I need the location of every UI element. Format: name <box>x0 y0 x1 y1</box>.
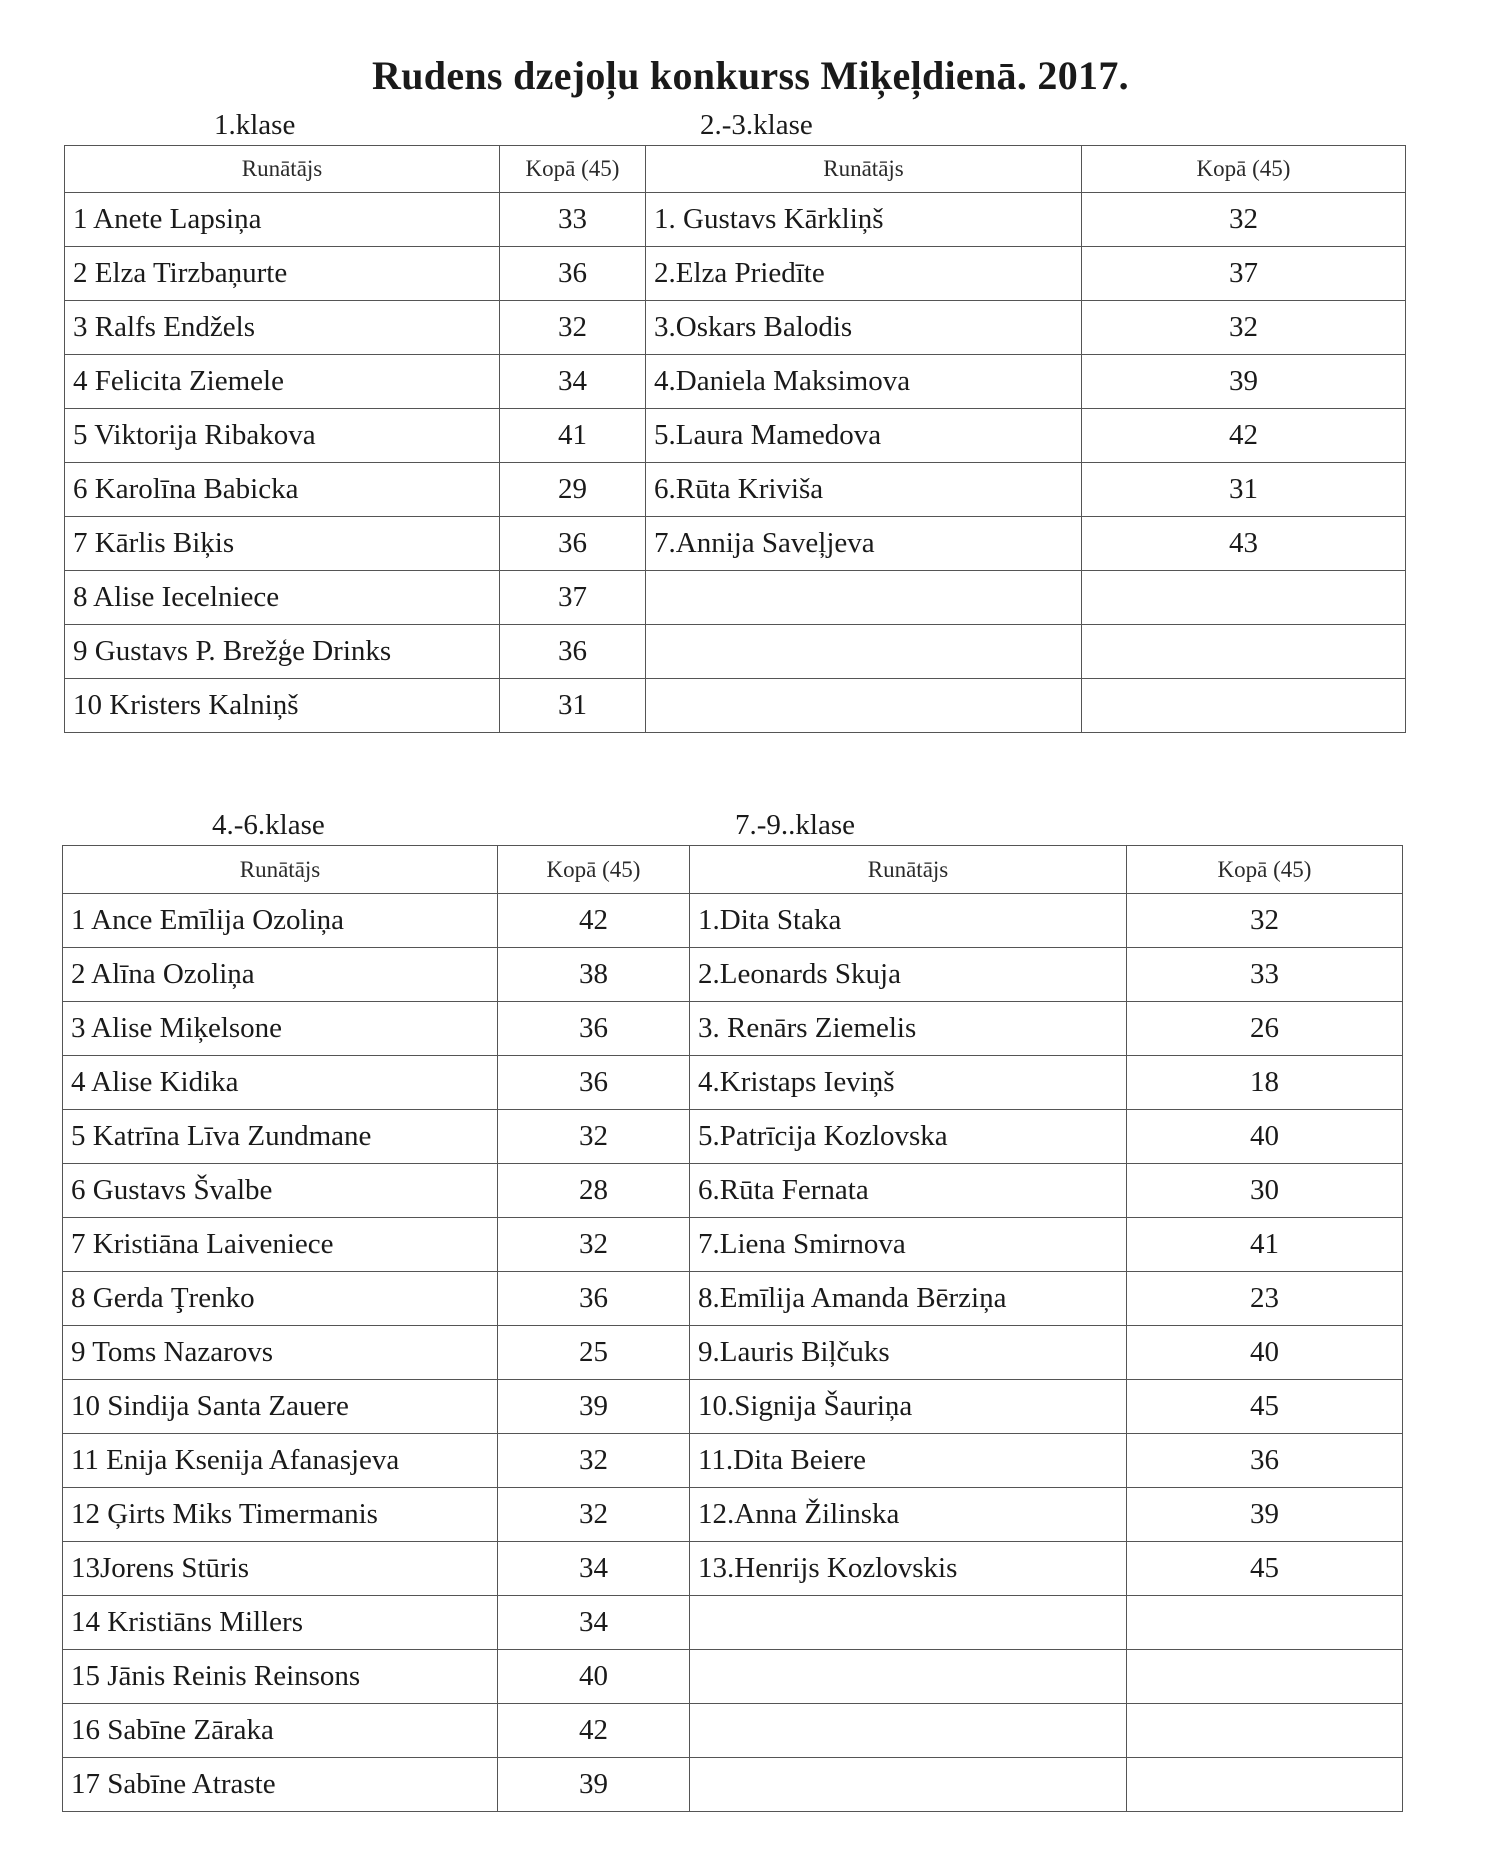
speaker-name-cell <box>646 625 1082 679</box>
speaker-name-cell: 4.Kristaps Ieviņš <box>690 1056 1127 1110</box>
table-row <box>63 1164 1403 1218</box>
speaker-name-cell: 5 Viktorija Ribakova <box>65 409 500 463</box>
speaker-name-cell: 1. Gustavs Kārkliņš <box>646 193 1082 247</box>
score-cell: 38 <box>498 948 690 1002</box>
score-cell: 36 <box>1127 1434 1403 1488</box>
score-cell: 32 <box>1082 193 1406 247</box>
speaker-name-cell: 5.Laura Mamedova <box>646 409 1082 463</box>
column-header-total: Kopā (45) <box>500 146 646 193</box>
score-cell: 40 <box>1127 1326 1403 1380</box>
table-row <box>65 193 1406 247</box>
speaker-name-cell: 2 Elza Tirzbaņurte <box>65 247 500 301</box>
score-cell: 42 <box>498 894 690 948</box>
speaker-name-cell: 4 Felicita Ziemele <box>65 355 500 409</box>
speaker-name-cell: 5.Patrīcija Kozlovska <box>690 1110 1127 1164</box>
speaker-name-cell: 10 Sindija Santa Zauere <box>63 1380 498 1434</box>
speaker-name-cell <box>690 1704 1127 1758</box>
score-cell: 31 <box>1082 463 1406 517</box>
header-row <box>65 146 1406 193</box>
score-cell: 36 <box>500 517 646 571</box>
speaker-name-cell: 7 Kārlis Biķis <box>65 517 500 571</box>
speaker-name-cell: 4 Alise Kidika <box>63 1056 498 1110</box>
score-cell: 45 <box>1127 1380 1403 1434</box>
score-cell: 32 <box>498 1218 690 1272</box>
table-row <box>63 1056 1403 1110</box>
speaker-name-cell: 17 Sabīne Atraste <box>63 1758 498 1812</box>
score-cell: 41 <box>1127 1218 1403 1272</box>
score-cell: 32 <box>1127 894 1403 948</box>
score-cell: 26 <box>1127 1002 1403 1056</box>
speaker-name-cell: 9 Toms Nazarovs <box>63 1326 498 1380</box>
speaker-name-cell: 3 Ralfs Endžels <box>65 301 500 355</box>
speaker-name-cell: 2 Alīna Ozoliņa <box>63 948 498 1002</box>
score-cell: 40 <box>498 1650 690 1704</box>
speaker-name-cell: 1 Ance Emīlija Ozoliņa <box>63 894 498 948</box>
score-cell: 25 <box>498 1326 690 1380</box>
score-cell <box>1127 1596 1403 1650</box>
speaker-name-cell: 2.Leonards Skuja <box>690 948 1127 1002</box>
table-row <box>65 517 1406 571</box>
speaker-name-cell: 6 Karolīna Babicka <box>65 463 500 517</box>
column-header-speaker: Runātājs <box>646 146 1082 193</box>
table-row <box>63 948 1403 1002</box>
speaker-name-cell: 8 Gerda Ţrenko <box>63 1272 498 1326</box>
speaker-name-cell: 14 Kristiāns Millers <box>63 1596 498 1650</box>
score-cell: 28 <box>498 1164 690 1218</box>
speaker-name-cell <box>690 1758 1127 1812</box>
score-cell: 45 <box>1127 1542 1403 1596</box>
score-cell: 34 <box>498 1596 690 1650</box>
table-row <box>63 1218 1403 1272</box>
score-cell: 36 <box>498 1056 690 1110</box>
column-header-speaker: Runātājs <box>63 846 498 894</box>
table-row <box>65 409 1406 463</box>
score-cell: 32 <box>498 1488 690 1542</box>
score-cell: 32 <box>498 1434 690 1488</box>
speaker-name-cell: 1.Dita Staka <box>690 894 1127 948</box>
score-cell: 42 <box>498 1704 690 1758</box>
table-row <box>63 1596 1403 1650</box>
group-label-1-klase: 1.klase <box>214 109 296 141</box>
score-cell: 32 <box>500 301 646 355</box>
score-cell: 32 <box>498 1110 690 1164</box>
speaker-name-cell: 12.Anna Žilinska <box>690 1488 1127 1542</box>
header-row <box>63 846 1403 894</box>
speaker-name-cell: 9 Gustavs P. Brežģe Drinks <box>65 625 500 679</box>
results-table-grades-4-9 <box>62 845 1403 1812</box>
speaker-name-cell: 3 Alise Miķelsone <box>63 1002 498 1056</box>
speaker-name-cell: 4.Daniela Maksimova <box>646 355 1082 409</box>
document-title: Rudens dzejoļu konkurss Miķeļdienā. 2017. <box>372 53 1129 98</box>
column-header-speaker: Runātājs <box>690 846 1127 894</box>
score-cell <box>1127 1704 1403 1758</box>
table-row <box>63 1326 1403 1380</box>
score-cell: 31 <box>500 679 646 733</box>
score-cell: 34 <box>500 355 646 409</box>
speaker-name-cell: 12 Ģirts Miks Timermanis <box>63 1488 498 1542</box>
table-row <box>63 1434 1403 1488</box>
table-row <box>63 894 1403 948</box>
table-row <box>65 247 1406 301</box>
speaker-name-cell <box>646 679 1082 733</box>
table-row <box>63 1380 1403 1434</box>
speaker-name-cell: 7.Annija Saveļjeva <box>646 517 1082 571</box>
table-row <box>65 463 1406 517</box>
table-row <box>65 355 1406 409</box>
group-label-7-9-klase: 7.-9..klase <box>735 809 855 841</box>
table-row <box>65 571 1406 625</box>
score-cell: 30 <box>1127 1164 1403 1218</box>
score-cell <box>1127 1650 1403 1704</box>
score-cell: 41 <box>500 409 646 463</box>
speaker-name-cell: 10.Signija Šauriņa <box>690 1380 1127 1434</box>
speaker-name-cell: 6 Gustavs Švalbe <box>63 1164 498 1218</box>
table-row <box>63 1650 1403 1704</box>
table-row <box>63 1758 1403 1812</box>
score-cell <box>1082 679 1406 733</box>
speaker-name-cell: 8.Emīlija Amanda Bērziņa <box>690 1272 1127 1326</box>
score-cell: 36 <box>500 625 646 679</box>
speaker-name-cell: 8 Alise Iecelniece <box>65 571 500 625</box>
table-row <box>65 679 1406 733</box>
speaker-name-cell: 9.Lauris Biļčuks <box>690 1326 1127 1380</box>
group-label-4-6-klase: 4.-6.klase <box>212 809 325 841</box>
group-label-2-3-klase: 2.-3.klase <box>700 109 813 141</box>
score-cell: 36 <box>498 1002 690 1056</box>
speaker-name-cell: 16 Sabīne Zāraka <box>63 1704 498 1758</box>
score-cell: 39 <box>1082 355 1406 409</box>
score-cell: 18 <box>1127 1056 1403 1110</box>
score-cell: 39 <box>1127 1488 1403 1542</box>
column-header-total: Kopā (45) <box>1127 846 1403 894</box>
table-row <box>63 1110 1403 1164</box>
column-header-speaker: Runātājs <box>65 146 500 193</box>
table-row <box>65 301 1406 355</box>
speaker-name-cell: 5 Katrīna Līva Zundmane <box>63 1110 498 1164</box>
speaker-name-cell: 15 Jānis Reinis Reinsons <box>63 1650 498 1704</box>
score-cell: 33 <box>500 193 646 247</box>
score-cell: 33 <box>1127 948 1403 1002</box>
score-cell: 36 <box>498 1272 690 1326</box>
score-cell: 23 <box>1127 1272 1403 1326</box>
speaker-name-cell: 10 Kristers Kalniņš <box>65 679 500 733</box>
score-cell <box>1082 571 1406 625</box>
table-row <box>63 1488 1403 1542</box>
speaker-name-cell: 6.Rūta Kriviša <box>646 463 1082 517</box>
speaker-name-cell: 6.Rūta Fernata <box>690 1164 1127 1218</box>
table-row <box>63 1704 1403 1758</box>
results-table-grades-1-3 <box>64 145 1406 733</box>
table-row <box>63 1002 1403 1056</box>
speaker-name-cell: 7.Liena Smirnova <box>690 1218 1127 1272</box>
score-cell: 34 <box>498 1542 690 1596</box>
score-cell <box>1127 1758 1403 1812</box>
score-cell: 39 <box>498 1380 690 1434</box>
speaker-name-cell: 3.Oskars Balodis <box>646 301 1082 355</box>
speaker-name-cell: 7 Kristiāna Laiveniece <box>63 1218 498 1272</box>
score-cell <box>1082 625 1406 679</box>
speaker-name-cell: 1 Anete Lapsiņa <box>65 193 500 247</box>
score-cell: 32 <box>1082 301 1406 355</box>
score-cell: 29 <box>500 463 646 517</box>
speaker-name-cell <box>690 1596 1127 1650</box>
speaker-name-cell: 13Jorens Stūris <box>63 1542 498 1596</box>
table-row <box>63 1542 1403 1596</box>
speaker-name-cell: 2.Elza Priedīte <box>646 247 1082 301</box>
score-cell: 43 <box>1082 517 1406 571</box>
score-cell: 39 <box>498 1758 690 1812</box>
speaker-name-cell: 13.Henrijs Kozlovskis <box>690 1542 1127 1596</box>
speaker-name-cell: 11.Dita Beiere <box>690 1434 1127 1488</box>
speaker-name-cell <box>646 571 1082 625</box>
score-cell: 40 <box>1127 1110 1403 1164</box>
column-header-total: Kopā (45) <box>1082 146 1406 193</box>
column-header-total: Kopā (45) <box>498 846 690 894</box>
table-row <box>63 1272 1403 1326</box>
score-cell: 37 <box>1082 247 1406 301</box>
score-cell: 42 <box>1082 409 1406 463</box>
score-cell: 37 <box>500 571 646 625</box>
speaker-name-cell: 11 Enija Ksenija Afanasjeva <box>63 1434 498 1488</box>
table-row <box>65 625 1406 679</box>
score-cell: 36 <box>500 247 646 301</box>
speaker-name-cell: 3. Renārs Ziemelis <box>690 1002 1127 1056</box>
speaker-name-cell <box>690 1650 1127 1704</box>
